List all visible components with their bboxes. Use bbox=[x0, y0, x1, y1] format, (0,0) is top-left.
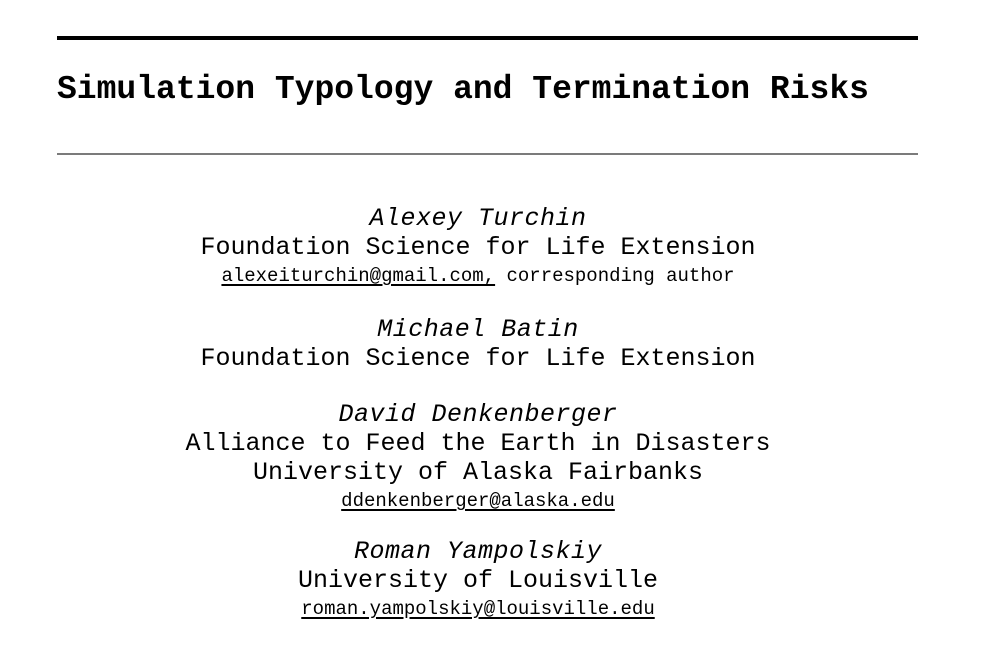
corresponding-author-note: corresponding author bbox=[495, 265, 735, 287]
author-block-yampolskiy bbox=[57, 537, 899, 623]
author-affiliation: University of Alaska Fairbanks bbox=[252, 458, 704, 487]
author-affiliation: University of Louisville bbox=[297, 566, 659, 595]
author-block-turchin bbox=[57, 204, 899, 290]
author-affiliation: Alliance to Feed the Earth in Disasters bbox=[185, 429, 771, 458]
author-name: Alexey Turchin bbox=[369, 204, 587, 233]
author-block-denkenberger bbox=[57, 400, 899, 515]
author-name: Roman Yampolskiy bbox=[353, 537, 603, 566]
author-email-link[interactable]: roman.yampolskiy@louisville.edu bbox=[301, 598, 655, 620]
author-contact-line bbox=[57, 595, 899, 623]
paper-title: Simulation Typology and Termination Risks bbox=[57, 71, 869, 108]
author-email-link[interactable]: ddenkenberger@alaska.edu bbox=[341, 490, 615, 512]
author-contact-line bbox=[57, 262, 899, 290]
author-name: David Denkenberger bbox=[338, 400, 618, 429]
author-name: Michael Batin bbox=[377, 315, 579, 344]
author-email-link[interactable]: alexeiturchin@gmail.com, bbox=[221, 265, 496, 287]
author-contact-line bbox=[57, 487, 899, 515]
author-affiliation: Foundation Science for Life Extension bbox=[200, 233, 756, 262]
author-block-batin bbox=[57, 315, 899, 373]
author-affiliation: Foundation Science for Life Extension bbox=[200, 344, 756, 373]
